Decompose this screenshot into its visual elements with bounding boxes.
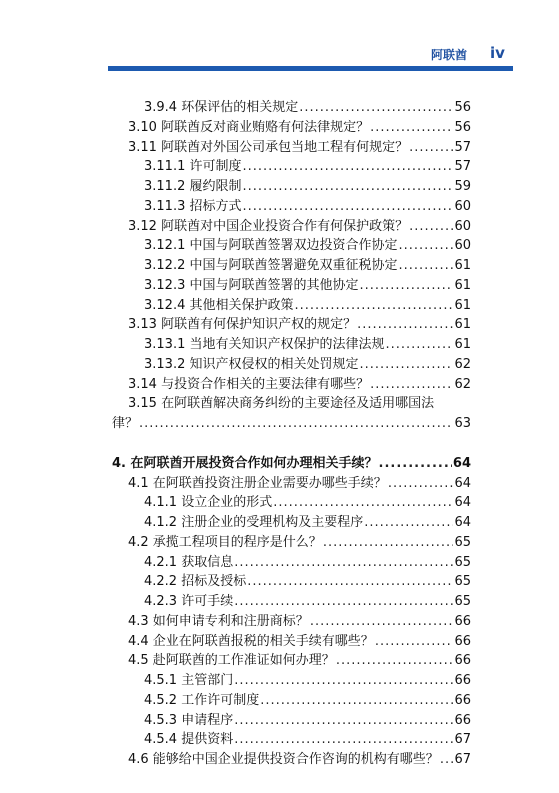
toc-entry-label: 3.12.2 中国与阿联酋签署避免双重征税协定 bbox=[144, 258, 398, 273]
toc-entry[interactable] bbox=[144, 294, 471, 313]
toc-leader-dots bbox=[357, 317, 453, 332]
toc-leader-dots bbox=[375, 634, 454, 649]
toc-leader-dots bbox=[234, 713, 453, 728]
toc-entry-page: 56 bbox=[454, 120, 471, 135]
toc-entry-page: 66 bbox=[454, 693, 471, 708]
toc-entry-page: 61 bbox=[454, 298, 471, 313]
toc-entry-page: 60 bbox=[454, 238, 471, 253]
toc-entry-page: 66 bbox=[454, 653, 471, 668]
toc-leader-dots bbox=[234, 555, 453, 570]
toc-leader-dots bbox=[299, 100, 453, 115]
toc-entry[interactable] bbox=[128, 649, 471, 668]
toc-entry[interactable] bbox=[144, 570, 471, 589]
toc-entry-label: 4.5.2 工作许可制度 bbox=[144, 693, 260, 708]
toc-entry-page: 65 bbox=[454, 574, 471, 589]
toc-entry-label: 3.12.3 中国与阿联酋签署的其他协定 bbox=[144, 278, 359, 293]
toc-entry-page: 61 bbox=[454, 258, 471, 273]
toc-entry-label: 3.13.1 当地有关知识产权保护的法律法规 bbox=[144, 337, 385, 352]
toc-entry-page: 64 bbox=[454, 495, 471, 510]
toc-entry-page: 62 bbox=[454, 377, 471, 392]
toc-entry[interactable] bbox=[144, 96, 471, 115]
toc-leader-dots bbox=[385, 337, 453, 352]
toc-entry-label: 4.5.3 申请程序 bbox=[144, 713, 234, 728]
toc-entry-label: 4.1.2 注册企业的受理机构及主要程序 bbox=[144, 515, 364, 530]
toc-leader-dots bbox=[379, 456, 452, 471]
toc-entry-label-line1[interactable]: 3.15 在阿联酋解决商务纠纷的主要途径及适用哪国法 bbox=[128, 396, 435, 411]
toc-entry-label: 3.13 阿联酋有何保护知识产权的规定？ bbox=[128, 317, 357, 332]
toc-entry[interactable] bbox=[144, 254, 471, 273]
toc-entry-page: 66 bbox=[454, 634, 471, 649]
toc-entry-label: 4.2.1 获取信息 bbox=[144, 555, 234, 570]
toc-entry-page: 57 bbox=[454, 159, 471, 174]
toc-entry-page: 66 bbox=[454, 673, 471, 688]
toc-leader-dots bbox=[359, 357, 453, 372]
toc-entry-page: 61 bbox=[454, 317, 471, 332]
toc-entry-label-line2: 律？ bbox=[112, 416, 139, 431]
toc-entry-label: 4.2.2 招标及授标 bbox=[144, 574, 247, 589]
toc-entry-page: 64 bbox=[452, 456, 471, 471]
toc-entry-label: 3.11 阿联酋对外国公司承包当地工程有何规定？ bbox=[128, 140, 409, 155]
toc-entry-label: 4.3 如何申请专利和注册商标？ bbox=[128, 614, 309, 629]
toc-leader-dots bbox=[359, 278, 453, 293]
toc-leader-dots bbox=[440, 752, 454, 767]
toc-leader-dots bbox=[409, 219, 453, 234]
header-rule bbox=[108, 66, 513, 71]
toc-leader-dots bbox=[139, 416, 453, 431]
toc-entry[interactable] bbox=[144, 175, 471, 194]
toc-entry-page: 60 bbox=[454, 219, 471, 234]
toc-leader-dots bbox=[294, 298, 453, 313]
toc-entry-page: 59 bbox=[454, 179, 471, 194]
toc-entry[interactable] bbox=[144, 491, 471, 510]
toc-entry-label: 4.1.1 设立企业的形式 bbox=[144, 495, 273, 510]
toc-entry[interactable] bbox=[128, 313, 471, 332]
toc-entry[interactable] bbox=[144, 274, 471, 293]
toc-leader-dots bbox=[409, 140, 453, 155]
toc-entry-label: 3.12.1 中国与阿联酋签署双边投资合作协定 bbox=[144, 238, 398, 253]
toc-leader-dots bbox=[398, 238, 453, 253]
toc-entry-label: 3.11.2 履约限制 bbox=[144, 179, 242, 194]
toc-leader-dots bbox=[242, 199, 453, 214]
toc-entry[interactable] bbox=[128, 472, 471, 491]
toc-entry-label: 3.13.2 知识产权侵权的相关处罚规定 bbox=[144, 357, 359, 372]
toc-leader-dots bbox=[242, 179, 453, 194]
toc-entry[interactable] bbox=[128, 373, 471, 392]
toc-entry-page: 67 bbox=[454, 752, 471, 767]
toc-entry[interactable] bbox=[144, 669, 471, 688]
toc-chapter-entry[interactable] bbox=[112, 452, 471, 471]
toc-entry-label: 3.11.1 许可制度 bbox=[144, 159, 242, 174]
toc-leader-dots bbox=[247, 574, 453, 589]
toc-entry[interactable] bbox=[128, 116, 471, 135]
toc-leader-dots bbox=[234, 594, 453, 609]
toc-leader-dots bbox=[260, 693, 453, 708]
toc-entry[interactable] bbox=[128, 215, 471, 234]
toc-entry-page: 66 bbox=[454, 713, 471, 728]
toc-entry-page: 64 bbox=[454, 476, 471, 491]
toc-leader-dots bbox=[364, 515, 453, 530]
toc-leader-dots bbox=[370, 377, 453, 392]
toc-leader-dots bbox=[370, 120, 453, 135]
toc-entry-page: 65 bbox=[454, 555, 471, 570]
toc-entry-page: 62 bbox=[454, 357, 471, 372]
toc-entry-page: 65 bbox=[454, 594, 471, 609]
toc-entry-label: 4.5.4 提供资料 bbox=[144, 732, 234, 747]
toc-entry[interactable] bbox=[128, 531, 471, 550]
toc-leader-dots bbox=[388, 476, 454, 491]
toc-leader-dots bbox=[234, 732, 453, 747]
toc-entry-page: 56 bbox=[454, 100, 471, 115]
toc-entry-label: 4.5.1 主管部门 bbox=[144, 673, 234, 688]
toc-entry-page: 67 bbox=[454, 732, 471, 747]
toc-entry[interactable] bbox=[128, 136, 471, 155]
toc-entry[interactable] bbox=[144, 234, 471, 253]
toc-entry[interactable] bbox=[144, 590, 471, 609]
toc-leader-dots bbox=[273, 495, 453, 510]
toc-entry-label: 3.11.3 招标方式 bbox=[144, 199, 242, 214]
toc-leader-dots bbox=[310, 614, 454, 629]
header-country-name: 阿联酋 bbox=[431, 48, 468, 62]
toc-entry-page: 60 bbox=[454, 199, 471, 214]
toc-entry-label: 4. 在阿联酋开展投资合作如何办理相关手续？ bbox=[112, 456, 378, 471]
toc-entry-label: 4.5 赴阿联酋的工作准证如何办理？ bbox=[128, 653, 335, 668]
toc-leader-dots bbox=[336, 653, 454, 668]
toc-entry-page: 63 bbox=[454, 416, 471, 431]
toc-entry-label: 3.14 与投资合作相关的主要法律有哪些？ bbox=[128, 377, 370, 392]
toc-entry-page: 61 bbox=[454, 278, 471, 293]
toc-entry-label: 3.10 阿联酋反对商业贿赂有何法律规定？ bbox=[128, 120, 370, 135]
toc-entry-page: 57 bbox=[454, 140, 471, 155]
toc-entry[interactable] bbox=[144, 709, 471, 728]
toc-entry[interactable] bbox=[144, 353, 471, 372]
toc-entry[interactable] bbox=[128, 748, 471, 767]
toc-entry-label: 3.12 阿联酋对中国企业投资合作有何保护政策？ bbox=[128, 219, 409, 234]
toc-entry-label: 4.4 企业在阿联酋报税的相关手续有哪些？ bbox=[128, 634, 374, 649]
toc-entry-label: 4.2.3 许可手续 bbox=[144, 594, 234, 609]
toc-leader-dots bbox=[242, 159, 453, 174]
toc-leader-dots bbox=[398, 258, 453, 273]
toc-entry[interactable] bbox=[144, 689, 471, 708]
toc-leader-dots bbox=[323, 535, 454, 550]
toc-entry-label: 4.1 在阿联酋投资注册企业需要办哪些手续？ bbox=[128, 476, 387, 491]
toc-entry[interactable] bbox=[144, 728, 471, 747]
toc-entry[interactable] bbox=[144, 155, 471, 174]
toc-entry[interactable] bbox=[112, 412, 471, 431]
toc-entry-page: 66 bbox=[454, 614, 471, 629]
toc-entry-label: 4.2 承揽工程项目的程序是什么？ bbox=[128, 535, 322, 550]
header-page-number: iv bbox=[490, 44, 505, 62]
toc-entry-page: 64 bbox=[454, 515, 471, 530]
toc-entry-page: 61 bbox=[454, 337, 471, 352]
toc-entry[interactable] bbox=[144, 195, 471, 214]
toc-entry-label: 4.6 能够给中国企业提供投资合作咨询的机构有哪些？ bbox=[128, 752, 439, 767]
toc-entry-label: 3.12.4 其他相关保护政策 bbox=[144, 298, 294, 313]
toc-leader-dots bbox=[234, 673, 453, 688]
toc-entry[interactable] bbox=[144, 511, 471, 530]
toc-entry[interactable] bbox=[128, 610, 471, 629]
toc-entry[interactable] bbox=[128, 630, 471, 649]
toc-entry[interactable] bbox=[144, 551, 471, 570]
toc-entry[interactable] bbox=[144, 333, 471, 352]
toc-entry-page: 65 bbox=[454, 535, 471, 550]
toc-entry-label: 3.9.4 环保评估的相关规定 bbox=[144, 100, 299, 115]
